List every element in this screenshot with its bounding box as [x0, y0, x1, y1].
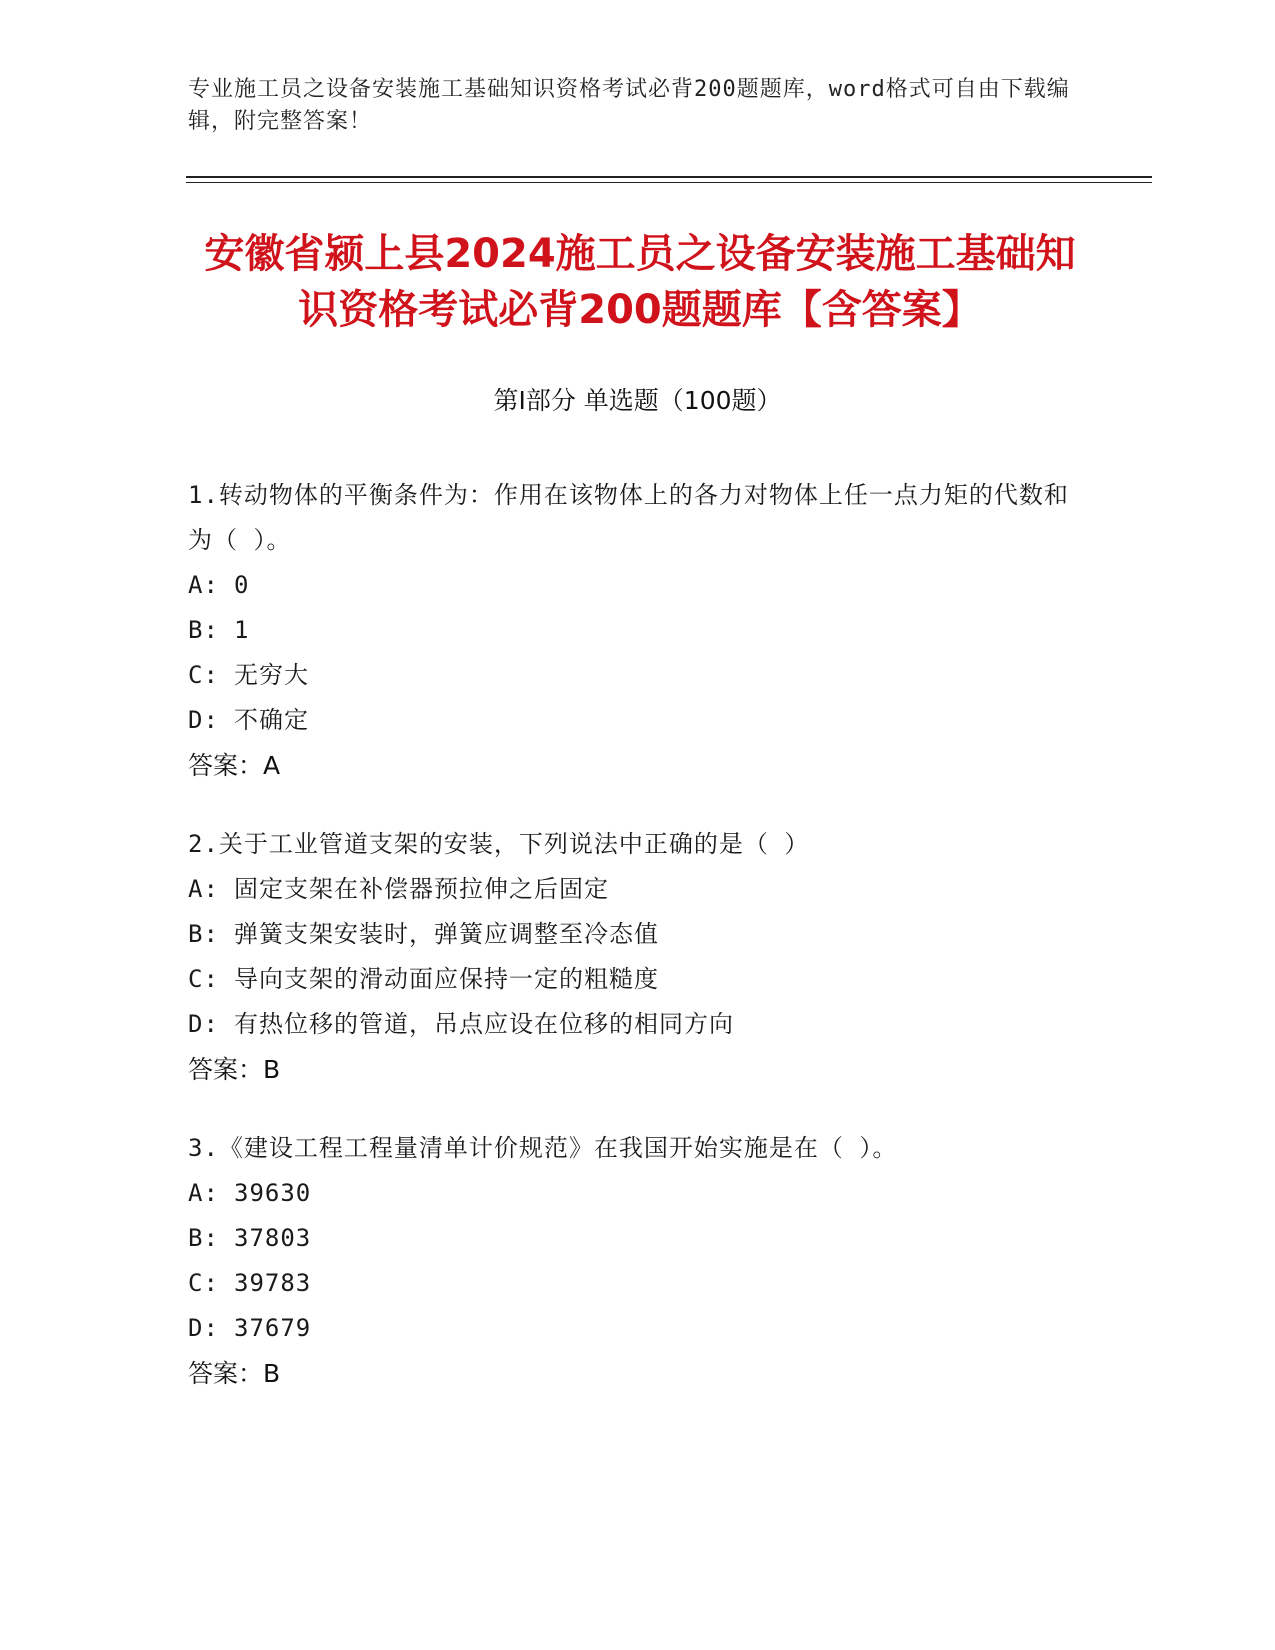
- option-c: [188, 653, 1088, 698]
- option-text: 无穷大: [234, 661, 309, 689]
- answer-line: 答案：B: [188, 1359, 281, 1388]
- option-key: C:: [188, 661, 219, 689]
- question-stem: 2.关于工业管道支架的安装，下列说法中正确的是（ ）: [188, 830, 810, 858]
- option-a: [188, 867, 1088, 912]
- question-1: [188, 473, 1088, 788]
- answer-line: 答案：A: [188, 751, 281, 780]
- option-d: [188, 1002, 1088, 1047]
- option-key: C:: [188, 965, 219, 993]
- option-key: B:: [188, 920, 219, 948]
- option-key: D:: [188, 706, 219, 734]
- option-key: C:: [188, 1269, 219, 1297]
- header-divider-thick: [186, 176, 1152, 178]
- option-b: [188, 912, 1088, 957]
- option-key: A:: [188, 1179, 219, 1207]
- option-c: [188, 1261, 1088, 1306]
- option-text: 固定支架在补偿器预拉伸之后固定: [234, 875, 609, 903]
- option-c: [188, 957, 1088, 1002]
- option-key: D:: [188, 1314, 219, 1342]
- section-title: 第Ⅰ部分 单选题（100题）: [493, 386, 782, 415]
- header-note: 专业施工员之设备安装施工基础知识资格考试必背200题题库，word格式可自由下载编辑，附完整答案！: [188, 77, 1070, 134]
- option-key: A:: [188, 875, 219, 903]
- header-divider-thin: [186, 182, 1152, 183]
- option-d: [188, 698, 1088, 743]
- option-a: [188, 1171, 1088, 1216]
- document-title: 安徽省颍上县2024施工员之设备安装施工基础知识资格考试必背200题题库【含答案】: [204, 231, 1076, 333]
- option-text: 37679: [234, 1314, 312, 1342]
- option-b: [188, 608, 1088, 653]
- question-2: [188, 822, 1088, 1092]
- option-a: [188, 563, 1088, 608]
- option-text: 39630: [234, 1179, 312, 1207]
- option-text: 1: [234, 616, 250, 644]
- option-b: [188, 1216, 1088, 1261]
- question-3: [188, 1126, 1088, 1396]
- option-text: 不确定: [234, 706, 309, 734]
- option-key: D:: [188, 1010, 219, 1038]
- option-key: B:: [188, 1224, 219, 1252]
- question-list: [188, 473, 1088, 1430]
- question-stem: 1.转动物体的平衡条件为：作用在该物体上的各力对物体上任一点力矩的代数和为（ ）。: [188, 481, 1069, 554]
- option-d: [188, 1306, 1088, 1351]
- question-stem: 3.《建设工程工程量清单计价规范》在我国开始实施是在（ ）。: [188, 1134, 898, 1162]
- option-key: B:: [188, 616, 219, 644]
- option-text: 37803: [234, 1224, 312, 1252]
- option-text: 有热位移的管道，吊点应设在位移的相同方向: [234, 1010, 734, 1038]
- option-text: 导向支架的滑动面应保持一定的粗糙度: [234, 965, 659, 993]
- option-text: 39783: [234, 1269, 312, 1297]
- option-text: 0: [234, 571, 250, 599]
- option-text: 弹簧支架安装时，弹簧应调整至冷态值: [234, 920, 659, 948]
- option-key: A:: [188, 571, 219, 599]
- answer-line: 答案：B: [188, 1055, 281, 1084]
